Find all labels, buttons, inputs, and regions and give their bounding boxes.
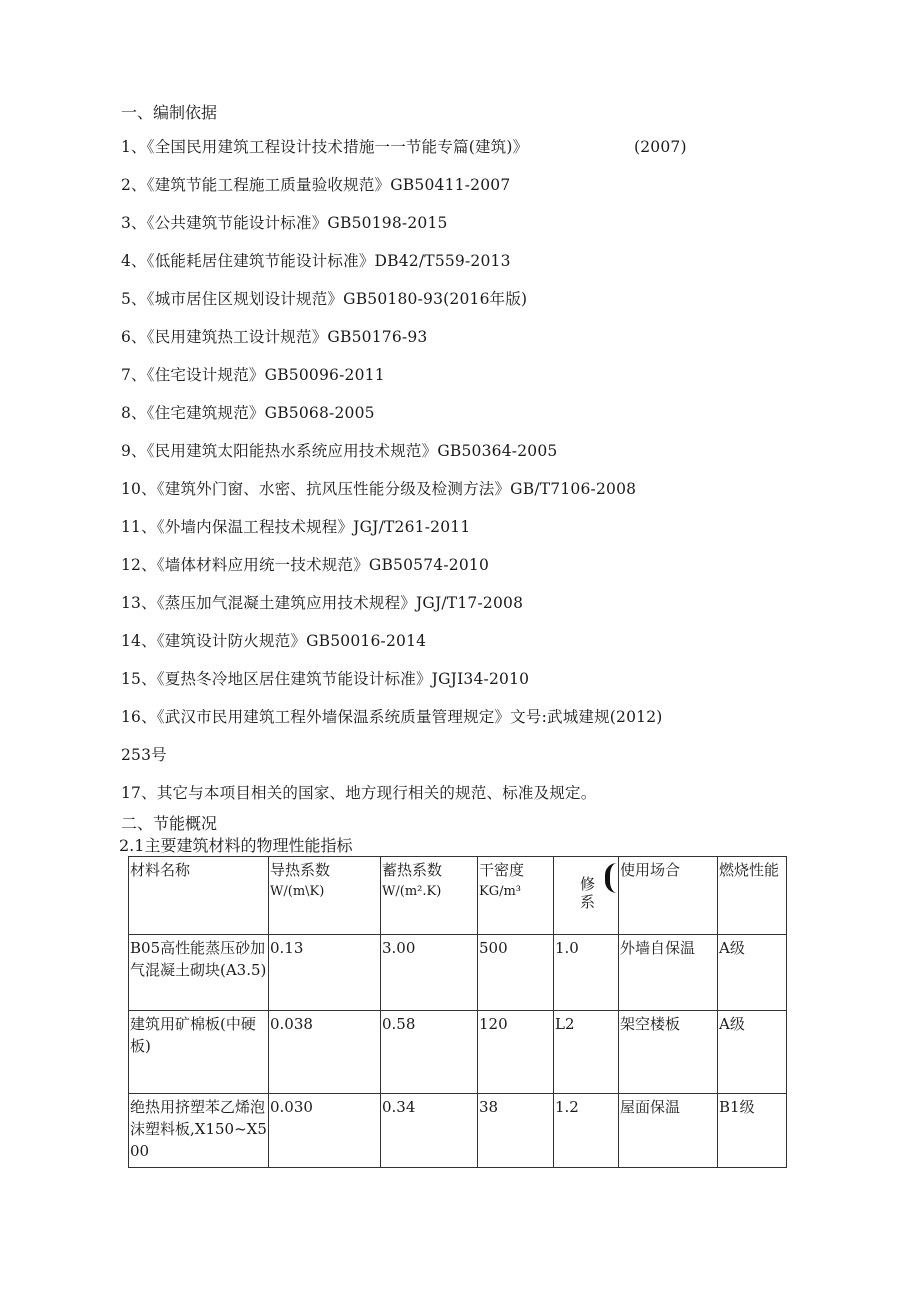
table-header-row <box>129 857 787 935</box>
section-heading-overview: 二、节能概况 <box>121 814 218 833</box>
cell-fire: A级 <box>718 935 787 1011</box>
reference-item-continuation: 253号 <box>121 746 167 764</box>
cell-storage: 0.34 <box>381 1094 478 1168</box>
reference-item: 13、《蒸压加气混凝土建筑应用技术规程》JGJ/T17-2008 <box>121 594 524 612</box>
reference-item: 17、其它与本项目相关的国家、地方现行相关的规范、标准及规定。 <box>121 784 597 802</box>
reference-item: 9、《民用建筑太阳能热水系统应用技术规范》GB50364-2005 <box>121 442 558 460</box>
cell-fire: A级 <box>718 1011 787 1094</box>
reference-item: 8、《住宅建筑规范》GB5068-2005 <box>121 404 375 422</box>
header-cell <box>554 857 619 935</box>
materials-table <box>128 856 787 1168</box>
header-unit: W/(m².K) <box>382 884 442 899</box>
header-cell <box>478 857 554 935</box>
cell-usage: 屋面保温 <box>619 1094 718 1168</box>
cell-fire: B1级 <box>718 1094 787 1168</box>
reference-item: 3、《公共建筑节能设计标准》GB50198-2015 <box>121 214 448 232</box>
header-cell: 燃烧性能 <box>718 857 787 935</box>
header-cell: 使用场合 <box>619 857 718 935</box>
reference-item: 4、《低能耗居住建筑节能设计标准》DB42/T559-2013 <box>121 252 511 270</box>
header-unit: KG/m³ <box>479 884 522 899</box>
reference-item: 12、《墙体材料应用统一技术规范》GB50574-2010 <box>121 556 490 574</box>
subsection-heading-materials: 2.1主要建筑材料的物理性能指标 <box>119 836 353 855</box>
reference-item: 16、《武汉市民用建筑工程外墙保温系统质量管理规定》文号:武城建规(2012) <box>121 708 663 726</box>
cell-density: 120 <box>478 1011 554 1094</box>
header-label: 导热系数 <box>270 861 331 879</box>
header-unit: W/(m\K) <box>270 884 325 899</box>
cell-conductivity: 0.13 <box>269 935 381 1011</box>
reference-item: 10、《建筑外门窗、水密、抗风压性能分级及检测方法》GB/T7106-2008 <box>121 480 637 498</box>
cell-usage: 架空楼板 <box>619 1011 718 1094</box>
reference-item: 11、《外墙内保温工程技术规程》JGJ/T261-2011 <box>121 518 471 536</box>
cell-correction: 1.2 <box>554 1094 619 1168</box>
cell-name: 建筑用矿棉板(中硬板) <box>129 1011 269 1094</box>
reference-item: 6、《民用建筑热工设计规范》GB50176-93 <box>121 328 428 346</box>
bracket-mark <box>605 863 620 893</box>
reference-item: 7、《住宅设计规范》GB50096-2011 <box>121 366 385 384</box>
cell-name: B05高性能蒸压砂加气混凝土砌块(A3.5) <box>129 935 269 1011</box>
reference-item: 15、《夏热冬冷地区居住建筑节能设计标准》JGJI34-2010 <box>121 670 530 688</box>
cell-density: 38 <box>478 1094 554 1168</box>
reference-item: 14、《建筑设计防火规范》GB50016-2014 <box>121 632 427 650</box>
cell-conductivity: 0.038 <box>269 1011 381 1094</box>
cell-storage: 3.00 <box>381 935 478 1011</box>
cell-usage: 外墙自保温 <box>619 935 718 1011</box>
header-cell <box>269 857 381 935</box>
reference-item: 5、《城市居住区规划设计规范》GB50180-93(2016年版) <box>121 290 528 308</box>
cell-name: 绝热用挤塑苯乙烯泡沫塑料板,X150~X500 <box>129 1094 269 1168</box>
cell-conductivity: 0.030 <box>269 1094 381 1168</box>
reference-item: 2、《建筑节能工程施工质量验收规范》GB50411-2007 <box>121 176 511 194</box>
cell-correction: L2 <box>554 1011 619 1094</box>
table-row <box>129 1094 787 1168</box>
cell-correction: 1.0 <box>554 935 619 1011</box>
header-label: 蓄热系数 <box>382 861 443 879</box>
header-cell <box>381 857 478 935</box>
header-label: 干密度 <box>479 861 525 879</box>
section-heading-basis: 一、编制依据 <box>121 103 218 122</box>
reference-text: 1、《全国民用建筑工程设计技术措施一一节能专篇(建筑)》 <box>121 138 529 156</box>
reference-item <box>121 137 687 157</box>
header-cell: 材料名称 <box>129 857 269 935</box>
table-row <box>129 1011 787 1094</box>
cell-storage: 0.58 <box>381 1011 478 1094</box>
table-row <box>129 935 787 1011</box>
cell-density: 500 <box>478 935 554 1011</box>
reference-year: (2007) <box>634 138 687 156</box>
header-label: 修系 <box>580 875 596 911</box>
